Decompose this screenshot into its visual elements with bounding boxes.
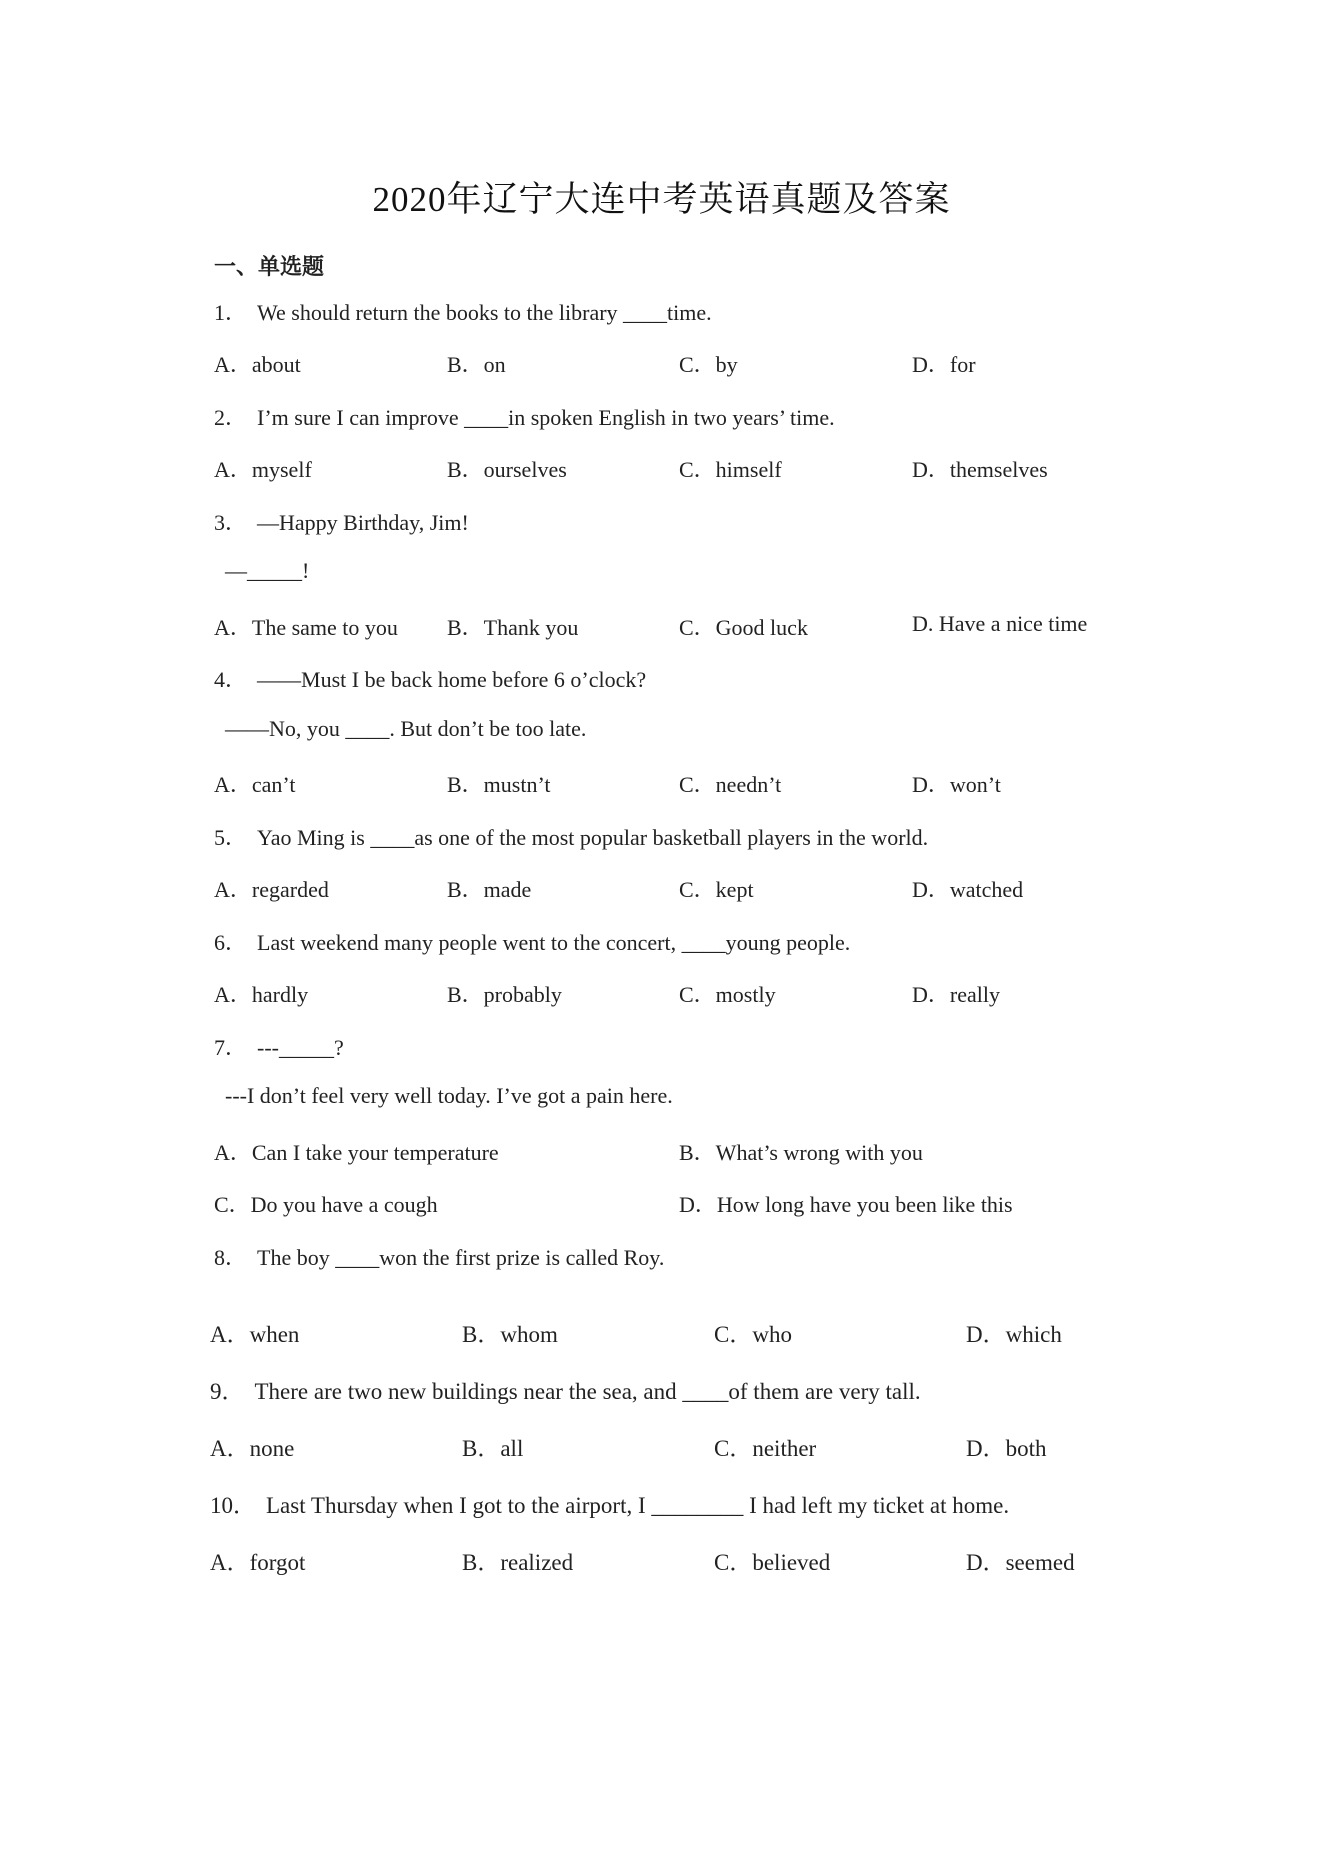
question-2 [214,401,835,432]
question-7 [214,1031,344,1062]
option-d: D．watched [912,877,1024,902]
option-a: A．regarded [214,877,329,902]
question-3-reply: —_____! [225,558,310,583]
question-number: 9． [210,1379,245,1404]
option-a: A．can’t [214,772,296,797]
option-d: D．won’t [912,772,1001,797]
question-stem: The boy ____won the first prize is called Roy. [257,1245,665,1270]
option-b: B．whom [462,1322,558,1347]
option-c: C．neither [714,1436,817,1461]
question-number: 3． [214,510,248,535]
question-stem: —Happy Birthday, Jim! [257,510,469,535]
question-stem: ——Must I be back home before 6 o’clock? [257,667,647,692]
option-c: C．mostly [679,982,776,1007]
question-stem: There are two new buildings near the sea, and ____of them are very tall. [254,1379,921,1404]
question-number: 10． [210,1493,256,1518]
question-1 [214,296,712,327]
question-4 [214,663,646,694]
option-d: D．for [912,352,976,377]
option-c: C．who [714,1322,792,1347]
question-stem: Last weekend many people went to the concert, ____young people. [257,930,851,955]
option-b: B．ourselves [447,457,567,482]
question-stem: We should return the books to the library ____time. [257,300,712,325]
option-c: C．needn’t [679,772,782,797]
option-a: A．Can I take your temperature [214,1140,499,1165]
question-9 [210,1373,921,1406]
option-b: B．probably [447,982,562,1007]
question-5 [214,821,928,852]
question-stem: Yao Ming is ____as one of the most popular basketball players in the world. [257,825,929,850]
question-number: 8． [214,1245,248,1270]
option-b: B．realized [462,1550,574,1575]
option-d: D. Have a nice time [912,611,1088,636]
option-b: B．What’s wrong with you [679,1140,923,1165]
question-number: 2． [214,405,248,430]
option-d: D．How long have you been like this [679,1192,1013,1217]
option-a: A．when [210,1322,300,1347]
question-number: 1． [214,300,248,325]
question-4-reply: ——No, you ____. But don’t be too late. [225,716,587,741]
question-7-reply: ---I don’t feel very well today. I’ve got a pain here. [225,1083,673,1108]
question-8 [214,1241,664,1272]
option-c: C．himself [679,457,782,482]
question-stem: ---_____? [257,1035,344,1060]
question-stem: I’m sure I can improve ____in spoken English in two years’ time. [257,405,835,430]
option-a: A．none [210,1436,295,1461]
option-a: A．myself [214,457,312,482]
question-number: 7． [214,1035,248,1060]
option-c: C．by [679,352,738,377]
option-c: C．believed [714,1550,831,1575]
option-d: D．themselves [912,457,1048,482]
option-b: B．Thank you [447,615,579,640]
option-c: C．kept [679,877,754,902]
question-10 [210,1487,1009,1520]
option-d: D．both [966,1436,1047,1461]
question-number: 5． [214,825,248,850]
option-b: B．mustn’t [447,772,551,797]
option-a: A．The same to you [214,615,398,640]
option-d: D．really [912,982,1000,1007]
question-number: 6． [214,930,248,955]
question-6 [214,926,850,957]
question-stem: Last Thursday when I got to the airport, I ________ I had left my ticket at home. [266,1493,1010,1518]
option-b: B．all [462,1436,524,1461]
question-number: 4． [214,667,248,692]
option-a: A．about [214,352,301,377]
option-a: A．forgot [210,1550,306,1575]
option-c: C．Do you have a cough [214,1192,438,1217]
option-c: C．Good luck [679,615,808,640]
section-heading: 一、单选题 [214,255,325,280]
option-d: D．which [966,1322,1062,1347]
option-a: A．hardly [214,982,309,1007]
page-title: 2020年辽宁大连中考英语真题及答案 [372,180,951,219]
option-b: B．on [447,352,506,377]
option-d: D．seemed [966,1550,1075,1575]
question-3 [214,506,469,537]
option-b: B．made [447,877,532,902]
